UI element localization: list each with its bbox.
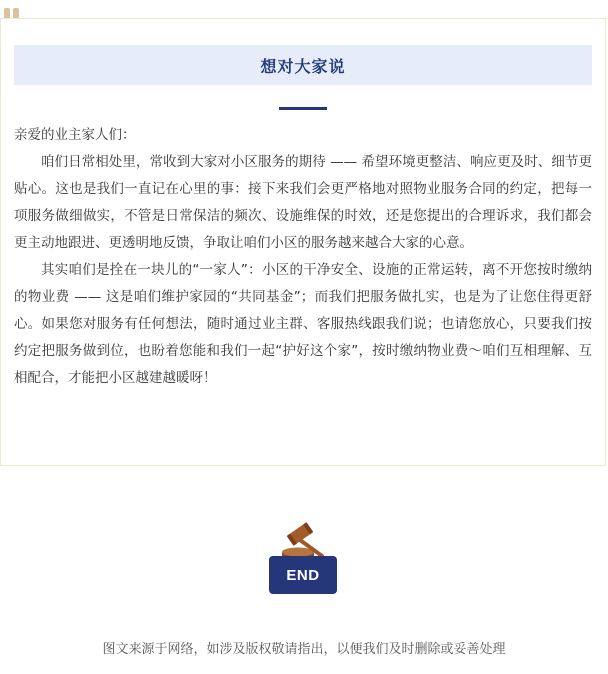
letter-body: [14, 122, 592, 392]
footer-note: 图文来源于网络，如涉及版权敬请指出，以便我们及时删除或妥善处理: [102, 642, 506, 657]
title-underline: [279, 107, 327, 110]
end-badge: END: [269, 556, 337, 594]
title-band: [14, 45, 592, 85]
letter-paragraph: 咱们日常相处里，常收到大家对小区服务的期待 —— 希望环境更整洁、响应更及时、细节更贴心。这也是我们一直记在心里的事：接下来我们会更严格地对照物业服务合同的约定，把每一项服务做细做实，不管是日常保洁的频次、设施维保的时效，还是您提出的合理诉求，我们都会更主动地跟进、更透明地反馈，争取让咱们小区的服务越来越合大家的心意。: [14, 154, 592, 251]
letter-greeting: 亲爱的业主家人们：: [14, 127, 136, 143]
page-title: 想对大家说: [260, 56, 346, 76]
letter-paragraph: 其实咱们是拴在一块儿的“一家人”：小区的干净安全、设施的正常运转，离不开您按时缴纳的物业费 —— 这是咱们维护家园的“共同基金”；而我们把服务做扎实，也是为了让您住得更舒心。如果您对服务有任何想法，随时通过业主群、客服热线跟我们说；也请您放心，只要我们按约定把服务做到位，也盼着您能和我们一起“护好这个家”，按时缴纳物业费～咱们互相理解、互相配合，才能把小区越建越暖呀！: [14, 262, 592, 386]
